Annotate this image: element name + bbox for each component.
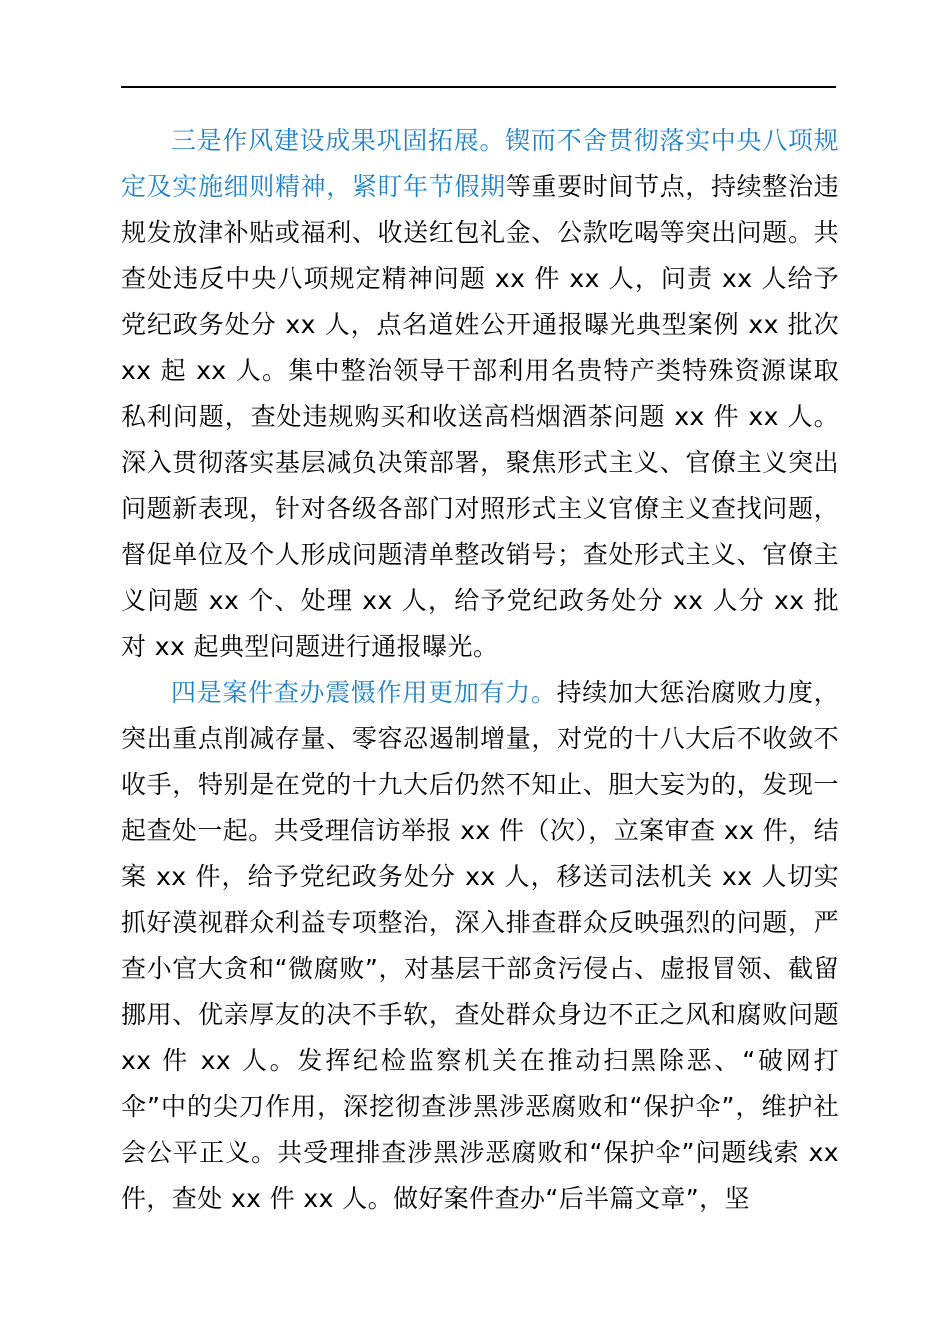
paragraph-work-style <box>121 118 839 670</box>
paragraph-text: 等重要时间节点，持续整治违规发放津补贴或福利、收送红包礼金、公款吃喝等突出问题。共查处违反中央八项规定精神问题 xx 件 xx 人，问责 xx 人给予党纪政务处分 xx 人，点名道姓公开通报曝光典型案例 xx 批次 xx 起 xx 人。集中整治领导干部利用名贵特产类特殊资源谋取私利问题，查处违规购买和收送高档烟酒茶问题 xx 件 xx 人。深入贯彻落实基层减负决策部署，聚焦形式主义、官僚主义突出问题新表现，针对各级各部门对照形式主义官僚主义查找问题，督促单位及个人形成问题清单整改销号；查处形式主义、官僚主义问题 xx 个、处理 xx 人，给予党纪政务处分 xx 人分 xx 批对 xx 起典型问题进行通报曝光。 <box>121 172 839 661</box>
paragraph-heading: 三是作风建设成果巩固拓展。 <box>171 126 506 155</box>
paragraph-case-handling <box>121 670 839 1222</box>
paragraph-text: 持续加大惩治腐败力度，突出重点削减存量、零容忍遏制增量，对党的十八大后不收敛不收手，特别是在党的十九大后仍然不知止、胆大妄为的，发现一起查处一起。共受理信访举报 xx 件（次），立案审查 xx 件，结案 xx 件，给予党纪政务处分 xx 人，移送司法机关 xx 人切实抓好漠视群众利益专项整治，深入排查群众反映强烈的问题，严查小官大贪和“微腐败”，对基层干部贪污侵占、虚报冒领、截留挪用、优亲厚友的决不手软，查处群众身边不正之风和腐败问题 xx 件 xx 人。发挥纪检监察机关在推动扫黑除恶、“破网打伞”中的尖刀作用，深挖彻查涉黑涉恶腐败和“保护伞”，维护社会公平正义。共受理排查涉黑涉恶腐败和“保护伞”问题线索 xx 件，查处 xx 件 xx 人。做好案件查办“后半篇文章”，坚 <box>121 678 839 1213</box>
paragraph-heading: 四是案件查办震慑作用更加有力。 <box>171 678 557 707</box>
paragraph-lead: 锲而不舍贯彻落实中央八项规定及实施细则精神，紧盯年节假期 <box>121 126 840 201</box>
document-body <box>121 118 839 1222</box>
header-rule <box>121 86 836 88</box>
